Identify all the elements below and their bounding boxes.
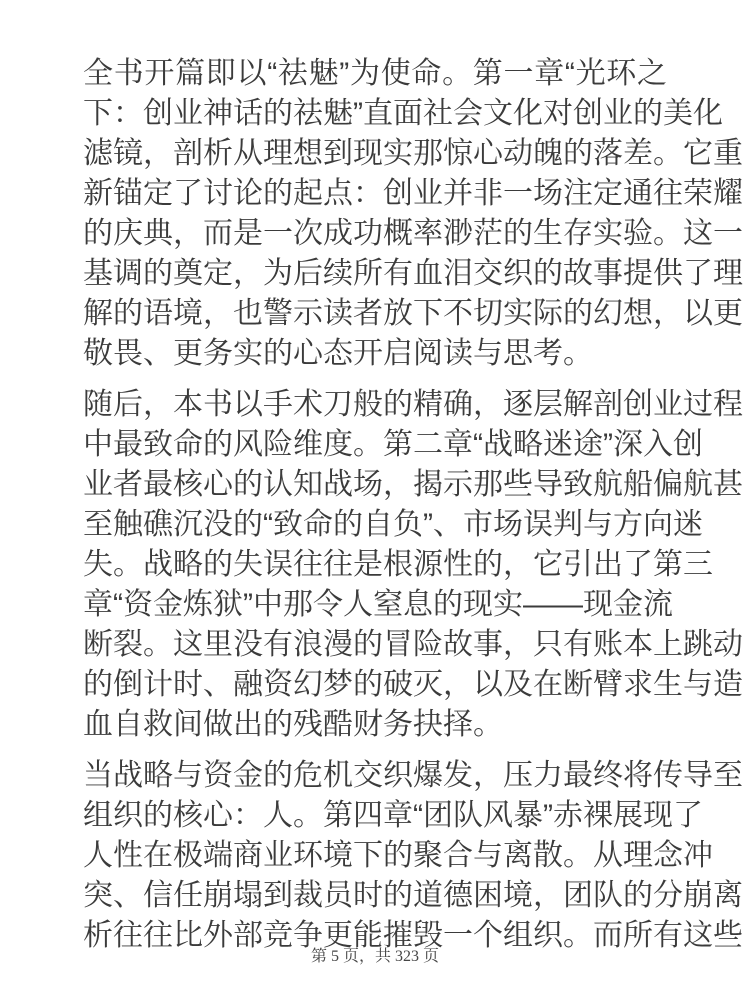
text-line: 新锚定了讨论的起点：创业并非一场注定通往荣耀	[83, 177, 743, 210]
paragraph-2	[83, 385, 743, 745]
text-line: 的庆典，而是一次成功概率渺茫的生存实验。这一	[83, 217, 743, 250]
text-line: 断裂。这里没有浪漫的冒险故事，只有账本上跳动	[83, 628, 743, 661]
text-line: 失。战略的失误往往是根源性的，它引出了第三	[83, 548, 713, 581]
text-line: 当战略与资金的危机交织爆发，压力最终将传导至	[83, 759, 743, 792]
text-line: 基调的奠定，为后续所有血泪交织的故事提供了理	[83, 257, 743, 290]
text-line: 组织的核心：人。第四章“团队风暴”赤裸展现了	[83, 799, 703, 832]
text-line: 全书开篇即以“祛魅”为使命。第一章“光环之	[83, 57, 667, 90]
paragraph-1	[83, 54, 743, 374]
paragraph-3	[83, 756, 743, 956]
text-line: 至触礁沉没的“致命的自负”、市场误判与方向迷	[83, 508, 703, 541]
text-line: 血自救间做出的残酷财务抉择。	[83, 708, 503, 741]
page-content	[83, 54, 743, 967]
text-line: 下：创业神话的祛魅”直面社会文化对创业的美化	[83, 97, 723, 130]
text-line: 章“资金炼狱”中那令人窒息的现实——现金流	[83, 588, 673, 621]
text-line: 人性在极端商业环境下的聚合与离散。从理念冲	[83, 839, 713, 872]
text-line: 的倒计时、融资幻梦的破灭，以及在断臂求生与造	[83, 668, 743, 701]
text-line: 解的语境，也警示读者放下不切实际的幻想，以更	[83, 297, 743, 330]
text-line: 随后，本书以手术刀般的精确，逐层解剖创业过程	[83, 388, 743, 421]
text-line: 析往往比外部竞争更能摧毁一个组织。而所有这些	[83, 919, 743, 952]
text-line: 突、信任崩塌到裁员时的道德困境，团队的分崩离	[83, 879, 743, 912]
text-line: 敬畏、更务实的心态开启阅读与思考。	[83, 337, 593, 370]
text-line: 滤镜，剖析从理想到现实那惊心动魄的落差。它重	[83, 137, 743, 170]
text-line: 业者最核心的认知战场，揭示那些导致航船偏航甚	[83, 468, 743, 501]
text-line: 中最致命的风险维度。第二章“战略迷途”深入创	[83, 428, 703, 461]
page-number-footer: 第 5 页，共 323 页	[310, 948, 439, 965]
